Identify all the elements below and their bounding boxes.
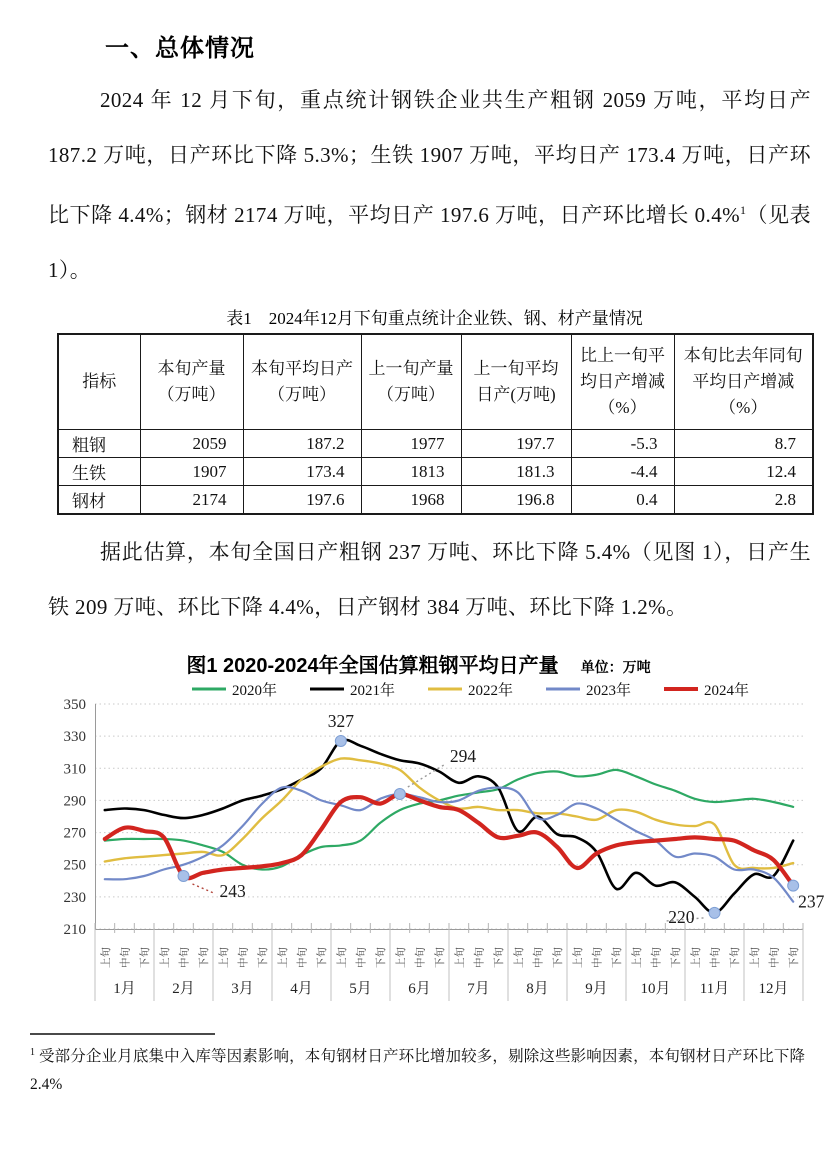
table-title: 表1 2024年12月下旬重点统计企业铁、钢、材产量情况 — [226, 309, 643, 328]
y-axis-tick-label: 310 — [63, 761, 86, 778]
period-tick-label: 下旬 — [730, 947, 742, 968]
period-tick-label: 下旬 — [199, 947, 211, 968]
period-tick-label: 中旬 — [592, 947, 604, 968]
col-header-prev-daily: 上一旬平均日产(万吨) — [461, 334, 571, 430]
period-tick-label: 上旬 — [749, 947, 761, 968]
period-tick-label: 上旬 — [395, 947, 407, 968]
cell-value: 181.3 — [461, 458, 571, 486]
period-tick-label: 中旬 — [297, 947, 309, 968]
footnote-separator — [30, 1033, 215, 1035]
period-tick-label: 中旬 — [474, 947, 486, 968]
col-header-yoy-change: 本旬比去年同旬平均日产增减（%） — [674, 334, 813, 430]
period-tick-label: 下旬 — [140, 947, 152, 968]
annotation-label-220: 220 — [668, 906, 695, 927]
section-heading: 一、总体情况 — [105, 35, 255, 62]
period-tick-label: 中旬 — [415, 947, 427, 968]
period-tick-label: 上旬 — [277, 947, 289, 968]
period-tick-label: 上旬 — [631, 947, 643, 968]
table-header-row — [58, 334, 813, 430]
annotation-label-327: 327 — [327, 710, 354, 731]
period-tick-label: 中旬 — [356, 947, 368, 968]
legend-label-2021年: 2021年 — [350, 683, 396, 699]
period-tick-label: 上旬 — [454, 947, 466, 968]
month-tick-label: 1月 — [113, 981, 136, 997]
cell-value: 197.6 — [243, 486, 361, 515]
cell-value: 187.2 — [243, 430, 361, 458]
document-page — [0, 28, 837, 1099]
month-tick-label: 2月 — [172, 981, 195, 997]
month-tick-label: 6月 — [408, 981, 431, 997]
legend-label-2022年: 2022年 — [468, 683, 514, 699]
row-label: 钢材 — [58, 486, 140, 515]
period-tick-label: 中旬 — [238, 947, 250, 968]
period-tick-label: 下旬 — [376, 947, 388, 968]
cell-value: 8.7 — [674, 430, 813, 458]
y-axis-tick-label: 230 — [63, 889, 86, 906]
series-line-2024年 — [105, 794, 793, 886]
month-tick-label: 9月 — [585, 981, 608, 997]
annotation-label-294: 294 — [449, 746, 477, 766]
legend-label-2023年: 2023年 — [586, 683, 632, 699]
cell-value: 1907 — [140, 458, 243, 486]
cell-value: 2059 — [140, 430, 243, 458]
annotation-connector-294 — [408, 765, 444, 787]
annotation-marker-327 — [335, 735, 346, 746]
chart-unit-label: 单位：万吨 — [580, 659, 651, 675]
cell-value: 1977 — [361, 430, 461, 458]
col-header-prev-output: 上一旬产量（万吨） — [361, 334, 461, 430]
month-tick-label: 8月 — [526, 981, 549, 997]
period-tick-label: 下旬 — [553, 947, 565, 968]
cell-value: 173.4 — [243, 458, 361, 486]
footnote — [30, 1039, 805, 1099]
legend-label-2024年: 2024年 — [704, 683, 750, 699]
month-tick-label: 11月 — [699, 981, 730, 997]
chart-title-row — [0, 649, 837, 678]
cell-value: 0.4 — [571, 486, 674, 515]
period-tick-label: 上旬 — [336, 947, 348, 968]
paragraph-overview — [48, 73, 811, 298]
chart-title: 图1 2020-2024年全国估算粗钢平均日产量 — [186, 655, 559, 677]
annotation-marker-220 — [709, 907, 720, 918]
annotation-label-237: 237 — [798, 891, 825, 912]
y-axis-tick-label: 250 — [63, 857, 86, 874]
period-tick-label: 下旬 — [789, 947, 801, 968]
period-tick-label: 中旬 — [769, 947, 781, 968]
month-tick-label: 7月 — [467, 981, 490, 997]
month-tick-label: 10月 — [640, 981, 671, 997]
col-header-current-daily: 本旬平均日产（万吨） — [243, 334, 361, 430]
production-table — [57, 333, 814, 515]
month-tick-label: 12月 — [758, 981, 789, 997]
period-tick-label: 上旬 — [572, 947, 584, 968]
cell-value: 2.8 — [674, 486, 813, 515]
legend-label-2020年: 2020年 — [232, 683, 278, 699]
period-tick-label: 下旬 — [612, 947, 624, 968]
annotation-label-243: 243 — [219, 880, 246, 901]
period-tick-label: 上旬 — [218, 947, 230, 968]
annotation-connector-243 — [193, 884, 214, 893]
cell-value: 196.8 — [461, 486, 571, 515]
period-tick-label: 中旬 — [179, 947, 191, 968]
period-tick-label: 中旬 — [533, 947, 545, 968]
y-axis-tick-label: 330 — [63, 729, 86, 746]
month-tick-label: 4月 — [290, 981, 313, 997]
col-header-current-output: 本旬产量（万吨） — [140, 334, 243, 430]
production-line-chart — [0, 680, 837, 1012]
table-row-crude-steel — [58, 430, 813, 458]
footnote-reference-mark: 1 — [740, 203, 747, 217]
month-tick-label: 3月 — [231, 981, 254, 997]
col-header-mom-change: 比上一旬平均日产增减（%） — [571, 334, 674, 430]
period-tick-label: 下旬 — [435, 947, 447, 968]
cell-value: 2174 — [140, 486, 243, 515]
row-label: 粗钢 — [58, 430, 140, 458]
col-header-indicator: 指标 — [58, 334, 140, 430]
table-row-pig-iron — [58, 458, 813, 486]
y-axis-tick-label: 290 — [63, 793, 86, 810]
period-tick-label: 上旬 — [513, 947, 525, 968]
y-axis-tick-label: 270 — [63, 825, 86, 842]
period-tick-label: 下旬 — [258, 947, 270, 968]
period-tick-label: 中旬 — [120, 947, 132, 968]
y-axis-tick-label: 350 — [63, 697, 86, 713]
period-tick-label: 上旬 — [159, 947, 171, 968]
period-tick-label: 中旬 — [710, 947, 722, 968]
period-tick-label: 下旬 — [317, 947, 329, 968]
annotation-marker-243 — [178, 870, 189, 881]
paragraph-estimate: 据此估算，本旬全国日产粗钢 237 万吨、环比下降 5.4%（见图 1），日产生铁 209 万吨、环比下降 4.4%，日产钢材 384 万吨、环比下降 1.2%。 — [48, 540, 811, 619]
cell-value: -4.4 — [571, 458, 674, 486]
paragraph-overview-tail: （见表 1）。 — [48, 203, 812, 282]
annotation-marker-237 — [788, 880, 799, 891]
period-tick-label: 中旬 — [651, 947, 663, 968]
footnote-text: 受部分企业月底集中入库等因素影响，本旬钢材日产环比增加较多，剔除这些影响因素，本旬钢材日产环比下降 2.4% — [30, 1048, 805, 1094]
cell-value: 197.7 — [461, 430, 571, 458]
cell-value: 1813 — [361, 458, 461, 486]
period-tick-label: 下旬 — [494, 947, 506, 968]
y-axis-tick-label: 210 — [63, 922, 86, 938]
footnote-number: 1 — [30, 1047, 35, 1058]
row-label: 生铁 — [58, 458, 140, 486]
month-tick-label: 5月 — [349, 981, 372, 997]
chart-figure — [0, 649, 837, 1017]
period-tick-label: 上旬 — [690, 947, 702, 968]
cell-value: 12.4 — [674, 458, 813, 486]
cell-value: 1968 — [361, 486, 461, 515]
annotation-marker-294 — [394, 789, 405, 800]
cell-value: -5.3 — [571, 430, 674, 458]
period-tick-label: 上旬 — [100, 947, 112, 968]
table-row-steel-products — [58, 486, 813, 515]
period-tick-label: 下旬 — [671, 947, 683, 968]
paragraph-overview-text: 2024 年 12 月下旬，重点统计钢铁企业共生产粗钢 2059 万吨，平均日产 187.2 万吨，日产环比下降 5.3%；生铁 1907 万吨，平均日产 173.4 万吨，日产环比下降 4.4%；钢材 2174 万吨，平均日产 197.6 万吨，日产环比增长 0.4% — [48, 88, 811, 227]
